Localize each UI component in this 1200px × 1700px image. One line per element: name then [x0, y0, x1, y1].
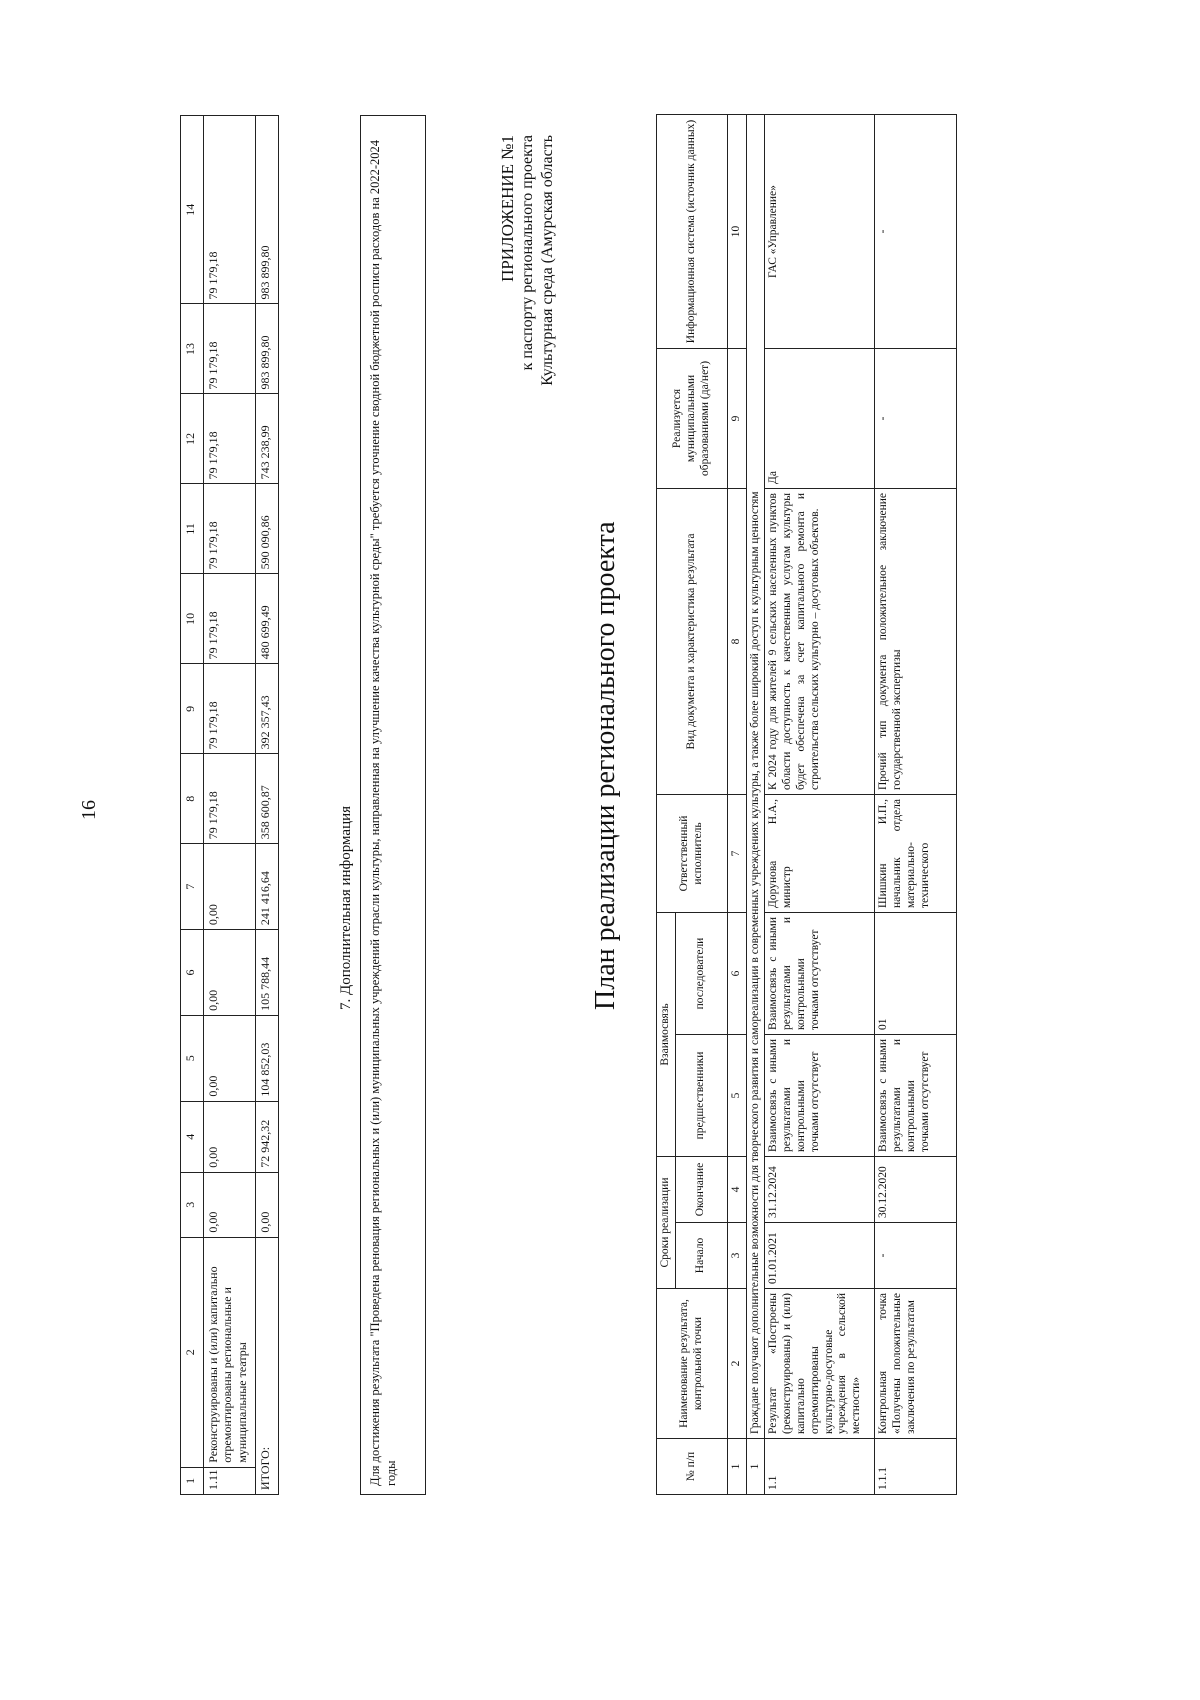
row-cell: Реконструированы и (или) капитально отремонтированы региональные и муниципальные театры	[204, 1237, 256, 1467]
row-end: 31.12.2024	[765, 1157, 875, 1223]
plan-title: План реализации регионального проекта	[590, 521, 621, 1010]
row-cell: 0,00	[204, 930, 256, 1016]
row-start: -	[875, 1223, 957, 1289]
col-header-pred: предшественники	[675, 1035, 727, 1157]
header-cell: 4	[181, 1101, 204, 1172]
row-cell: 79 179,18	[204, 664, 256, 754]
financing-table	[180, 115, 279, 1495]
appendix-line: к паспорту регионального проекта	[519, 135, 537, 371]
total-cell: 743 238,99	[256, 394, 279, 484]
header-cell: 8	[181, 754, 204, 844]
col-header-succ: последователи	[675, 913, 727, 1035]
row-cell: 0,00	[204, 844, 256, 930]
row-resp: Дорунова Н.А., министр	[765, 795, 875, 913]
col-header-info: Информационная система (источник данных)	[657, 115, 728, 349]
row-info: -	[875, 115, 957, 349]
total-cell: 983 899,80	[256, 116, 279, 304]
col-number: 10	[727, 115, 746, 349]
header-cell: 1	[181, 1467, 204, 1494]
total-cell: 72 942,32	[256, 1101, 279, 1172]
row-succ: 01	[875, 913, 957, 1035]
row-municipal: -	[875, 349, 957, 489]
col-number: 5	[727, 1035, 746, 1157]
table-row	[765, 115, 875, 1495]
header-cell: 7	[181, 844, 204, 930]
header-cell: 13	[181, 304, 204, 394]
col-number: 8	[727, 489, 746, 795]
total-cell: 480 699,49	[256, 574, 279, 664]
total-cell: 105 788,44	[256, 930, 279, 1016]
row-name: Результат «Построены (реконструированы) и (или) капитально отремонтированы культурно-досуговые учреждения в сельской местности»	[765, 1289, 875, 1439]
row-pred: Взаимосвязь с иными результатами и контрольными точками отсутствует	[875, 1035, 957, 1157]
row-cell: 79 179,18	[204, 484, 256, 574]
row-doc: К 2024 году для жителей 9 сельских населенных пунктов области доступность к качественным услугам культуры будет обеспечена за счет капитального ремонта и строительства сельских культурно – досуговых объектов.	[765, 489, 875, 795]
col-header-link: Взаимосвязь	[657, 913, 676, 1157]
header-cell: 14	[181, 116, 204, 304]
appendix-header	[497, 135, 558, 386]
row-end: 30.12.2020	[875, 1157, 957, 1223]
total-cell: 0,00	[256, 1172, 279, 1237]
col-number: 2	[727, 1289, 746, 1439]
col-number: 4	[727, 1157, 746, 1223]
total-cell: 590 090,86	[256, 484, 279, 574]
header-cell: 11	[181, 484, 204, 574]
row-doc: Прочий тип документа положительное заключение государственной экспертизы	[875, 489, 957, 795]
col-header-name: Наименование результата, контрольной точки	[657, 1289, 728, 1439]
total-cell: 241 416,64	[256, 844, 279, 930]
row-succ: Взаимосвязь с иными результатами и контрольными точками отсутствует	[765, 913, 875, 1035]
col-number: 3	[727, 1223, 746, 1289]
plan-header-row	[657, 115, 676, 1495]
col-header-num: № п/п	[657, 1439, 728, 1495]
row-cell: 79 179,18	[204, 394, 256, 484]
row-num: 1.1	[765, 1439, 875, 1495]
row-cell: 79 179,18	[204, 574, 256, 664]
total-cell: 358 600,87	[256, 754, 279, 844]
row-resp: Шишкин И.П., начальник отдела материально-технического	[875, 795, 957, 913]
col-number: 6	[727, 913, 746, 1035]
total-label: ИТОГО:	[256, 1237, 279, 1494]
task-num: 1	[746, 1439, 765, 1495]
table-row	[204, 116, 256, 1495]
header-cell: 5	[181, 1015, 204, 1101]
header-cell: 2	[181, 1237, 204, 1467]
col-number: 1	[727, 1439, 746, 1495]
table-row	[875, 115, 957, 1495]
row-start: 01.01.2021	[765, 1223, 875, 1289]
appendix-title: ПРИЛОЖЕНИЕ №1	[498, 135, 517, 282]
plan-table	[656, 114, 957, 1495]
row-cell: 79 179,18	[204, 116, 256, 304]
header-cell: 12	[181, 394, 204, 484]
total-row	[256, 116, 279, 1495]
additional-info-text: Для достижения результата "Проведена реновация региональных и (или) муниципальных учреждений отрасли культуры, направленная на улучшение качества культурной среды" требуется уточнение сводной бюджетной росписи расходов на 2022-2024 годы	[368, 139, 399, 1486]
total-cell: 104 852,03	[256, 1015, 279, 1101]
col-header-start: Начало	[675, 1223, 727, 1289]
row-cell: 0,00	[204, 1101, 256, 1172]
col-header-doc: Вид документа и характеристика результата	[657, 489, 728, 795]
col-header-resp: Ответственный исполнитель	[657, 795, 728, 913]
row-cell: 79 179,18	[204, 754, 256, 844]
page-number: 16	[78, 800, 100, 820]
col-number: 7	[727, 795, 746, 913]
total-cell: 392 357,43	[256, 664, 279, 754]
row-pred: Взаимосвязь с иными результатами и контрольными точками отсутствует	[765, 1035, 875, 1157]
row-cell: 0,00	[204, 1172, 256, 1237]
col-number: 9	[727, 349, 746, 489]
col-header-terms: Сроки реализации	[657, 1157, 676, 1289]
row-cell: 1.11	[204, 1467, 256, 1494]
task-row	[746, 115, 765, 1495]
row-name: Контрольная точка «Получены положительные заключения по результатам	[875, 1289, 957, 1439]
header-cell: 3	[181, 1172, 204, 1237]
task-text: Граждане получают дополнительные возможности для творческого развития и самореализации в современных учреждениях культуры, а также более широкий доступ к культурным ценностям	[746, 115, 765, 1439]
financing-table-header-row	[181, 116, 204, 1495]
total-cell: 983 899,80	[256, 304, 279, 394]
row-cell: 0,00	[204, 1015, 256, 1101]
row-info: ГАС «Управление»	[765, 115, 875, 349]
appendix-line: Культурная среда (Амурская область	[539, 135, 557, 386]
header-cell: 10	[181, 574, 204, 664]
row-num: 1.1.1	[875, 1439, 957, 1495]
col-header-end: Окончание	[675, 1157, 727, 1223]
col-header-municipal: Реализуется муниципальными образованиями (да/нет)	[657, 349, 728, 489]
additional-info-box	[360, 115, 426, 1495]
section-title: 7. Дополнительная информация	[338, 805, 354, 1010]
header-cell: 9	[181, 664, 204, 754]
plan-colnum-row	[727, 115, 746, 1495]
row-cell: 79 179,18	[204, 304, 256, 394]
header-cell: 6	[181, 930, 204, 1016]
row-municipal: Да	[765, 349, 875, 489]
